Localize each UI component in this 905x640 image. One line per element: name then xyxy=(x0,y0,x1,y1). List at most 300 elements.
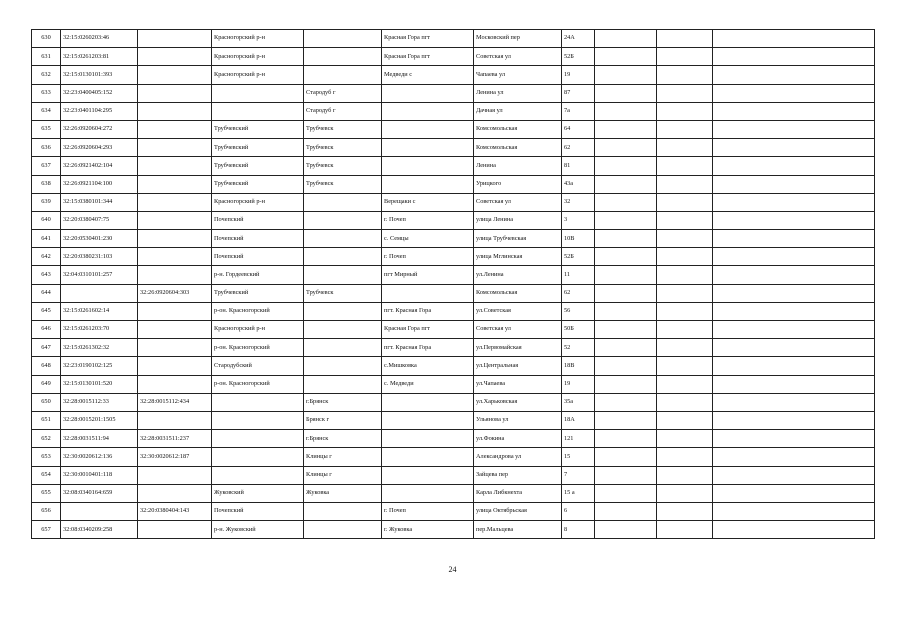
cell-street: Советская ул xyxy=(474,48,562,66)
cell-extra-col-1 xyxy=(595,448,657,466)
cell-row-number: 648 xyxy=(32,357,61,375)
table-row xyxy=(32,339,875,357)
cell-house-number: 18А xyxy=(562,411,595,429)
cell-city: Трубчевск xyxy=(304,284,382,302)
cell-extra-col-2 xyxy=(657,284,713,302)
cell-extra-col-2 xyxy=(657,375,713,393)
cell-district: Жуковский xyxy=(212,484,304,502)
cell-extra-col-2 xyxy=(657,48,713,66)
table-row xyxy=(32,120,875,138)
cell-city: Трубчевск xyxy=(304,120,382,138)
cell-extra-col-2 xyxy=(657,521,713,539)
cell-settlement xyxy=(382,157,474,175)
cell-extra-col-1 xyxy=(595,30,657,48)
cell-district: Трубчевский xyxy=(212,157,304,175)
cell-notes xyxy=(713,466,875,484)
cell-row-number: 637 xyxy=(32,157,61,175)
cell-district xyxy=(212,84,304,102)
cell-notes xyxy=(713,502,875,520)
cell-cadastral-number: 32:26:0920604:293 xyxy=(61,139,138,157)
cell-extra-col-1 xyxy=(595,466,657,484)
cell-cadastral-number: 32:15:0130101:520 xyxy=(61,375,138,393)
cell-city: Трубчевск xyxy=(304,139,382,157)
cell-street: Чапаева ул xyxy=(474,66,562,84)
cell-district: Трубчевский xyxy=(212,139,304,157)
cell-row-number: 657 xyxy=(32,521,61,539)
cell-settlement: Красная Гора пгт xyxy=(382,321,474,339)
cell-settlement: Верещаки с xyxy=(382,193,474,211)
cell-extra-col-1 xyxy=(595,66,657,84)
cell-notes xyxy=(713,84,875,102)
cell-house-number: 10В xyxy=(562,230,595,248)
cell-house-number: 87 xyxy=(562,84,595,102)
table-row xyxy=(32,139,875,157)
cell-parent-cadastral-number xyxy=(138,48,212,66)
cell-extra-col-1 xyxy=(595,302,657,320)
cell-district: Стародубский xyxy=(212,357,304,375)
cell-notes xyxy=(713,484,875,502)
cell-extra-col-2 xyxy=(657,120,713,138)
cell-cadastral-number: 32:04:0310101:257 xyxy=(61,266,138,284)
cell-row-number: 650 xyxy=(32,393,61,411)
cell-row-number: 640 xyxy=(32,211,61,229)
cell-city: г.Брянск xyxy=(304,430,382,448)
cell-house-number: 43а xyxy=(562,175,595,193)
cell-cadastral-number: 32:28:0015201:1505 xyxy=(61,411,138,429)
cell-cadastral-number: 32:08:0340164:659 xyxy=(61,484,138,502)
cell-parent-cadastral-number xyxy=(138,66,212,84)
cell-extra-col-2 xyxy=(657,211,713,229)
cell-extra-col-1 xyxy=(595,230,657,248)
cell-row-number: 654 xyxy=(32,466,61,484)
cell-settlement xyxy=(382,84,474,102)
cell-parent-cadastral-number xyxy=(138,139,212,157)
cell-notes xyxy=(713,411,875,429)
cell-cadastral-number xyxy=(61,502,138,520)
cell-settlement: пгт. Красная Гора xyxy=(382,339,474,357)
cell-district: р-н. Жуковский xyxy=(212,521,304,539)
cell-row-number: 635 xyxy=(32,120,61,138)
cell-cadastral-number: 32:28:0031511:94 xyxy=(61,430,138,448)
cell-street: улица Ленина xyxy=(474,211,562,229)
cell-notes xyxy=(713,357,875,375)
cell-row-number: 653 xyxy=(32,448,61,466)
cell-settlement: Медведи с xyxy=(382,66,474,84)
cell-district: р-н. Гордеевский xyxy=(212,266,304,284)
cell-extra-col-1 xyxy=(595,339,657,357)
table-row xyxy=(32,248,875,266)
cell-district: Почепский xyxy=(212,230,304,248)
cell-street: Московский пер xyxy=(474,30,562,48)
cell-district: Почепский xyxy=(212,502,304,520)
cell-cadastral-number: 32:15:0130101:393 xyxy=(61,66,138,84)
cell-cadastral-number: 32:15:0380101:344 xyxy=(61,193,138,211)
cell-cadastral-number: 32:20:0530401:230 xyxy=(61,230,138,248)
cell-notes xyxy=(713,393,875,411)
table-row xyxy=(32,30,875,48)
cell-settlement xyxy=(382,430,474,448)
cell-notes xyxy=(713,266,875,284)
cell-district: Трубчевский xyxy=(212,175,304,193)
cell-street: ул.Ленина xyxy=(474,266,562,284)
cell-house-number: 56 xyxy=(562,302,595,320)
cell-city xyxy=(304,321,382,339)
cell-city: Клинцы г xyxy=(304,466,382,484)
cell-notes xyxy=(713,521,875,539)
cell-parent-cadastral-number xyxy=(138,230,212,248)
table-row xyxy=(32,321,875,339)
cell-notes xyxy=(713,248,875,266)
cell-parent-cadastral-number xyxy=(138,484,212,502)
cell-extra-col-2 xyxy=(657,139,713,157)
cell-street: Зайцева пер xyxy=(474,466,562,484)
table-row xyxy=(32,411,875,429)
cell-street: Александрова ул xyxy=(474,448,562,466)
cell-cadastral-number: 32:26:0921402:104 xyxy=(61,157,138,175)
cell-district: Красногорский р-н xyxy=(212,66,304,84)
cell-city: г.Брянск xyxy=(304,393,382,411)
cell-extra-col-2 xyxy=(657,157,713,175)
cell-cadastral-number: 32:30:0010401:118 xyxy=(61,466,138,484)
cell-street: Дачная ул xyxy=(474,102,562,120)
cell-city xyxy=(304,230,382,248)
cell-extra-col-2 xyxy=(657,430,713,448)
page-number: 24 xyxy=(448,565,457,574)
cell-parent-cadastral-number xyxy=(138,521,212,539)
cell-extra-col-2 xyxy=(657,302,713,320)
cell-house-number: 15 xyxy=(562,448,595,466)
cell-notes xyxy=(713,120,875,138)
cell-cadastral-number: 32:26:0921104:100 xyxy=(61,175,138,193)
table-row xyxy=(32,302,875,320)
cell-notes xyxy=(713,193,875,211)
cell-notes xyxy=(713,48,875,66)
cell-parent-cadastral-number xyxy=(138,375,212,393)
cell-cadastral-number: 32:15:0261203:81 xyxy=(61,48,138,66)
cell-city xyxy=(304,521,382,539)
cell-city: Клинцы г xyxy=(304,448,382,466)
cell-district: Красногорский р-н xyxy=(212,30,304,48)
cell-extra-col-2 xyxy=(657,321,713,339)
cell-city xyxy=(304,266,382,284)
cell-house-number: 11 xyxy=(562,266,595,284)
cell-district: Красногорский р-н xyxy=(212,193,304,211)
cell-district xyxy=(212,411,304,429)
cell-district: р-он. Красногорский xyxy=(212,339,304,357)
table-row xyxy=(32,211,875,229)
cell-extra-col-1 xyxy=(595,102,657,120)
cell-notes xyxy=(713,30,875,48)
cell-row-number: 636 xyxy=(32,139,61,157)
cell-district xyxy=(212,466,304,484)
cell-settlement: Красная Гора пгт xyxy=(382,48,474,66)
cell-parent-cadastral-number: 32:30:0020612:187 xyxy=(138,448,212,466)
cell-settlement: пгт Мирный xyxy=(382,266,474,284)
table-row xyxy=(32,193,875,211)
cell-notes xyxy=(713,157,875,175)
cell-cadastral-number: 32:15:0261302:32 xyxy=(61,339,138,357)
cell-cadastral-number: 32:15:0261203:70 xyxy=(61,321,138,339)
cell-extra-col-1 xyxy=(595,284,657,302)
cell-district: Почепский xyxy=(212,248,304,266)
cell-district: р-он. Красногорский xyxy=(212,302,304,320)
cell-parent-cadastral-number xyxy=(138,321,212,339)
cell-cadastral-number: 32:08:0340209:258 xyxy=(61,521,138,539)
cell-extra-col-1 xyxy=(595,502,657,520)
cell-district: р-он. Красногорский xyxy=(212,375,304,393)
cell-city xyxy=(304,302,382,320)
cell-city xyxy=(304,211,382,229)
cell-street: ул.Фокина xyxy=(474,430,562,448)
cell-notes xyxy=(713,375,875,393)
cell-parent-cadastral-number xyxy=(138,84,212,102)
registry-table xyxy=(31,29,875,539)
cell-cadastral-number: 32:20:0380407:75 xyxy=(61,211,138,229)
cell-notes xyxy=(713,230,875,248)
cell-notes xyxy=(713,448,875,466)
cell-house-number: 52Б xyxy=(562,48,595,66)
cell-parent-cadastral-number xyxy=(138,248,212,266)
cell-street: улица Октябрьская xyxy=(474,502,562,520)
cell-cadastral-number: 32:23:0400405:152 xyxy=(61,84,138,102)
cell-district xyxy=(212,430,304,448)
cell-street: ул.Советская xyxy=(474,302,562,320)
cell-extra-col-2 xyxy=(657,84,713,102)
cell-row-number: 631 xyxy=(32,48,61,66)
cell-city xyxy=(304,502,382,520)
cell-extra-col-2 xyxy=(657,102,713,120)
cell-row-number: 632 xyxy=(32,66,61,84)
cell-parent-cadastral-number xyxy=(138,266,212,284)
table-row xyxy=(32,521,875,539)
cell-street: ул.Чапаева xyxy=(474,375,562,393)
cell-extra-col-2 xyxy=(657,502,713,520)
cell-extra-col-2 xyxy=(657,266,713,284)
cell-settlement: пгт. Красная Гора xyxy=(382,302,474,320)
table-row xyxy=(32,48,875,66)
cell-extra-col-2 xyxy=(657,411,713,429)
cell-street: Ульянова ул xyxy=(474,411,562,429)
cell-notes xyxy=(713,302,875,320)
cell-cadastral-number: 32:15:0261602:14 xyxy=(61,302,138,320)
cell-extra-col-1 xyxy=(595,84,657,102)
table-row xyxy=(32,230,875,248)
table-row xyxy=(32,175,875,193)
cell-parent-cadastral-number xyxy=(138,302,212,320)
cell-extra-col-2 xyxy=(657,357,713,375)
cell-city xyxy=(304,357,382,375)
cell-settlement: г. Жуковка xyxy=(382,521,474,539)
cell-house-number: 7а xyxy=(562,102,595,120)
cell-street: улица Мглинская xyxy=(474,248,562,266)
cell-house-number: 15 а xyxy=(562,484,595,502)
cell-street: ул.Первомайская xyxy=(474,339,562,357)
cell-city: Трубчевск xyxy=(304,175,382,193)
cell-street: Ленина xyxy=(474,157,562,175)
cell-row-number: 643 xyxy=(32,266,61,284)
cell-house-number: 62 xyxy=(562,139,595,157)
cell-parent-cadastral-number xyxy=(138,411,212,429)
cell-street: Урицкого xyxy=(474,175,562,193)
cell-house-number: 35а xyxy=(562,393,595,411)
cell-row-number: 641 xyxy=(32,230,61,248)
cell-cadastral-number: 32:30:0020612:136 xyxy=(61,448,138,466)
cell-street: Карла Либкнехта xyxy=(474,484,562,502)
cell-parent-cadastral-number xyxy=(138,466,212,484)
cell-extra-col-1 xyxy=(595,484,657,502)
table-row xyxy=(32,448,875,466)
table-row xyxy=(32,393,875,411)
cell-notes xyxy=(713,430,875,448)
cell-city xyxy=(304,248,382,266)
cell-extra-col-2 xyxy=(657,248,713,266)
cell-extra-col-1 xyxy=(595,411,657,429)
cell-district xyxy=(212,102,304,120)
cell-house-number: 52 xyxy=(562,339,595,357)
cell-notes xyxy=(713,102,875,120)
cell-row-number: 649 xyxy=(32,375,61,393)
table-row xyxy=(32,484,875,502)
cell-street: ул.Харьковская xyxy=(474,393,562,411)
cell-settlement xyxy=(382,393,474,411)
table-row xyxy=(32,157,875,175)
cell-parent-cadastral-number xyxy=(138,211,212,229)
cell-notes xyxy=(713,284,875,302)
table-row xyxy=(32,266,875,284)
cell-street: пер.Мальцева xyxy=(474,521,562,539)
cell-extra-col-2 xyxy=(657,193,713,211)
cell-cadastral-number: 32:28:0015112:33 xyxy=(61,393,138,411)
cell-district xyxy=(212,393,304,411)
cell-notes xyxy=(713,139,875,157)
cell-notes xyxy=(713,321,875,339)
cell-parent-cadastral-number: 32:28:0015112:434 xyxy=(138,393,212,411)
cell-row-number: 638 xyxy=(32,175,61,193)
cell-extra-col-1 xyxy=(595,48,657,66)
cell-house-number: 81 xyxy=(562,157,595,175)
cell-notes xyxy=(713,66,875,84)
cell-settlement xyxy=(382,284,474,302)
cell-row-number: 642 xyxy=(32,248,61,266)
cell-extra-col-2 xyxy=(657,466,713,484)
cell-street: Советская ул xyxy=(474,321,562,339)
cell-house-number: 18В xyxy=(562,357,595,375)
cell-house-number: 7 xyxy=(562,466,595,484)
cell-row-number: 634 xyxy=(32,102,61,120)
table-row xyxy=(32,284,875,302)
cell-district: Красногорский р-н xyxy=(212,48,304,66)
cell-district: Почепский xyxy=(212,211,304,229)
cell-settlement xyxy=(382,102,474,120)
cell-settlement: Красная Гора пгт xyxy=(382,30,474,48)
registry-table-body xyxy=(32,30,875,539)
table-row xyxy=(32,375,875,393)
cell-settlement xyxy=(382,448,474,466)
cell-house-number: 19 xyxy=(562,66,595,84)
cell-settlement xyxy=(382,466,474,484)
cell-row-number: 646 xyxy=(32,321,61,339)
cell-house-number: 24А xyxy=(562,30,595,48)
table-row xyxy=(32,502,875,520)
cell-city xyxy=(304,30,382,48)
cell-cadastral-number: 32:23:0401104:295 xyxy=(61,102,138,120)
cell-extra-col-1 xyxy=(595,357,657,375)
cell-settlement: г. Почеп xyxy=(382,248,474,266)
cell-settlement xyxy=(382,139,474,157)
cell-parent-cadastral-number: 32:20:0380404:143 xyxy=(138,502,212,520)
cell-row-number: 644 xyxy=(32,284,61,302)
cell-district xyxy=(212,448,304,466)
cell-city xyxy=(304,66,382,84)
cell-settlement xyxy=(382,120,474,138)
cell-house-number: 52Б xyxy=(562,248,595,266)
cell-settlement xyxy=(382,175,474,193)
table-row xyxy=(32,66,875,84)
cell-extra-col-1 xyxy=(595,393,657,411)
cell-settlement: г. Почеп xyxy=(382,211,474,229)
cell-house-number: 121 xyxy=(562,430,595,448)
cell-extra-col-2 xyxy=(657,66,713,84)
cell-cadastral-number: 32:15:0260203:46 xyxy=(61,30,138,48)
cell-row-number: 633 xyxy=(32,84,61,102)
table-row xyxy=(32,430,875,448)
cell-house-number: 3 xyxy=(562,211,595,229)
cell-notes xyxy=(713,211,875,229)
cell-extra-col-2 xyxy=(657,175,713,193)
cell-parent-cadastral-number xyxy=(138,102,212,120)
cell-row-number: 652 xyxy=(32,430,61,448)
cell-settlement xyxy=(382,484,474,502)
cell-parent-cadastral-number xyxy=(138,30,212,48)
cell-row-number: 656 xyxy=(32,502,61,520)
cell-street: Советская ул xyxy=(474,193,562,211)
cell-city xyxy=(304,339,382,357)
cell-row-number: 655 xyxy=(32,484,61,502)
cell-city: Жуковка xyxy=(304,484,382,502)
cell-extra-col-2 xyxy=(657,393,713,411)
cell-row-number: 639 xyxy=(32,193,61,211)
cell-extra-col-1 xyxy=(595,139,657,157)
cell-extra-col-1 xyxy=(595,375,657,393)
cell-house-number: 6 xyxy=(562,502,595,520)
cell-row-number: 647 xyxy=(32,339,61,357)
cell-street: Комсомольская xyxy=(474,139,562,157)
cell-house-number: 19 xyxy=(562,375,595,393)
cell-parent-cadastral-number xyxy=(138,175,212,193)
table-row xyxy=(32,84,875,102)
cell-extra-col-2 xyxy=(657,230,713,248)
cell-house-number: 8 xyxy=(562,521,595,539)
cell-city xyxy=(304,193,382,211)
cell-house-number: 32 xyxy=(562,193,595,211)
cell-extra-col-1 xyxy=(595,211,657,229)
cell-notes xyxy=(713,175,875,193)
cell-extra-col-1 xyxy=(595,521,657,539)
cell-street: Комсомольская xyxy=(474,284,562,302)
cell-settlement: с. Семцы xyxy=(382,230,474,248)
cell-settlement: г. Почеп xyxy=(382,502,474,520)
cell-parent-cadastral-number xyxy=(138,120,212,138)
cell-extra-col-1 xyxy=(595,120,657,138)
cell-extra-col-1 xyxy=(595,321,657,339)
cell-extra-col-1 xyxy=(595,157,657,175)
cell-street: Комсомольская xyxy=(474,120,562,138)
table-row xyxy=(32,357,875,375)
cell-city xyxy=(304,48,382,66)
cell-extra-col-1 xyxy=(595,193,657,211)
cell-row-number: 645 xyxy=(32,302,61,320)
cell-row-number: 630 xyxy=(32,30,61,48)
